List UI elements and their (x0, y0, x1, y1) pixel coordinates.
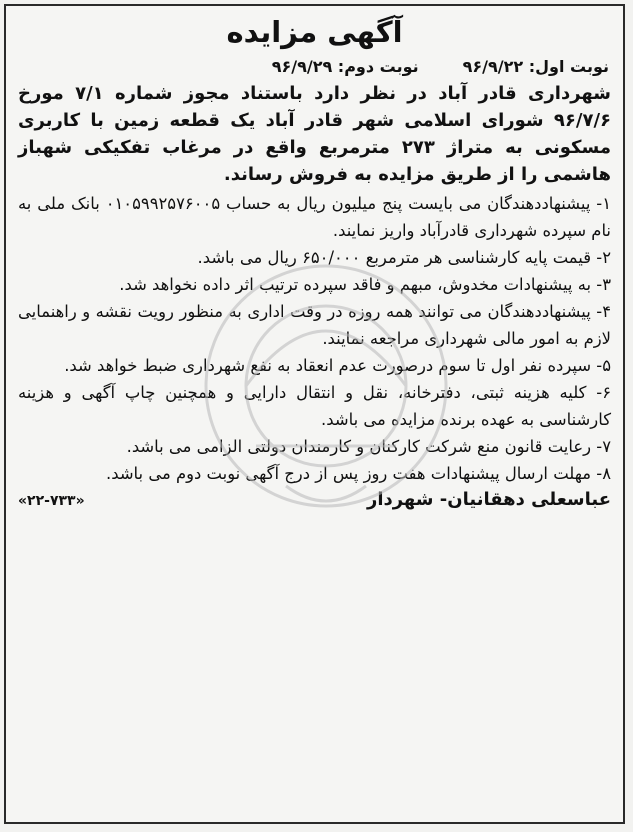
signature-row (18, 489, 611, 510)
condition-1: ۱- پیشنهاددهندگان می بایست پنج میلیون ریال به حساب ۰۱۰۵۹۹۲۵۷۶۰۰۵ بانک ملی به نام سپرده شهرداری قادرآباد واریز نمایند. (18, 194, 611, 240)
second-round-date: نوبت دوم: ۹۶/۹/۲۹ (271, 57, 419, 76)
first-round-date: نوبت اول: ۹۶/۹/۲۲ (462, 57, 609, 76)
signer-name: عباسعلی دهقانیان- شهردار (366, 489, 611, 510)
condition-2: ۲- قیمت پایه کارشناسی هر مترمربع ۶۵۰/۰۰۰ ریال می باشد. (197, 248, 611, 267)
condition-6: ۶- کلیه هزینه ثبتی، دفترخانه، نقل و انتقال دارایی و همچنین چاپ آگهی و هزینه کارشناسی به عهده برنده مزایده می باشد. (18, 383, 611, 429)
notice-title: آگهی مزایده (226, 15, 403, 49)
notice-intro: شهرداری قادر آباد در نظر دارد باستناد مجوز شماره ۷/۱ مورخ ۹۶/۷/۶ شورای اسلامی شهر قادر آباد یک قطعه زمین با کاربری مسکونی به متراژ ۲۷۳ مترمربع واقع در مرغاب تفکیکی شهباز هاشمی را از طریق مزایده به فروش رساند. (18, 83, 611, 185)
condition-7: ۷- رعایت قانون منع شرکت کارکنان و کارمندان دولتی الزامی می باشد. (126, 437, 611, 456)
condition-3: ۳- به پیشنهادات مخدوش، مبهم و فاقد سپرده ترتیب اثر داده نخواهد شد. (119, 275, 611, 294)
condition-4: ۴- پیشنهاددهندگان می توانند همه روزه در وقت اداری به منظور رویت نقشه و راهنمایی لازم به امور مالی شهرداری مراجعه نمایند. (18, 302, 611, 348)
publication-dates (18, 54, 611, 80)
ad-code: «۲۲-۷۳۳» (18, 493, 85, 509)
conditions-list (18, 190, 611, 487)
condition-5: ۵- سپرده نفر اول تا سوم درصورت عدم انعقاد به نفع شهرداری ضبط خواهد شد. (64, 356, 611, 375)
auction-notice (4, 4, 625, 824)
condition-8: ۸- مهلت ارسال پیشنهادات هفت روز پس از درج آگهی نوبت دوم می باشد. (106, 464, 611, 483)
